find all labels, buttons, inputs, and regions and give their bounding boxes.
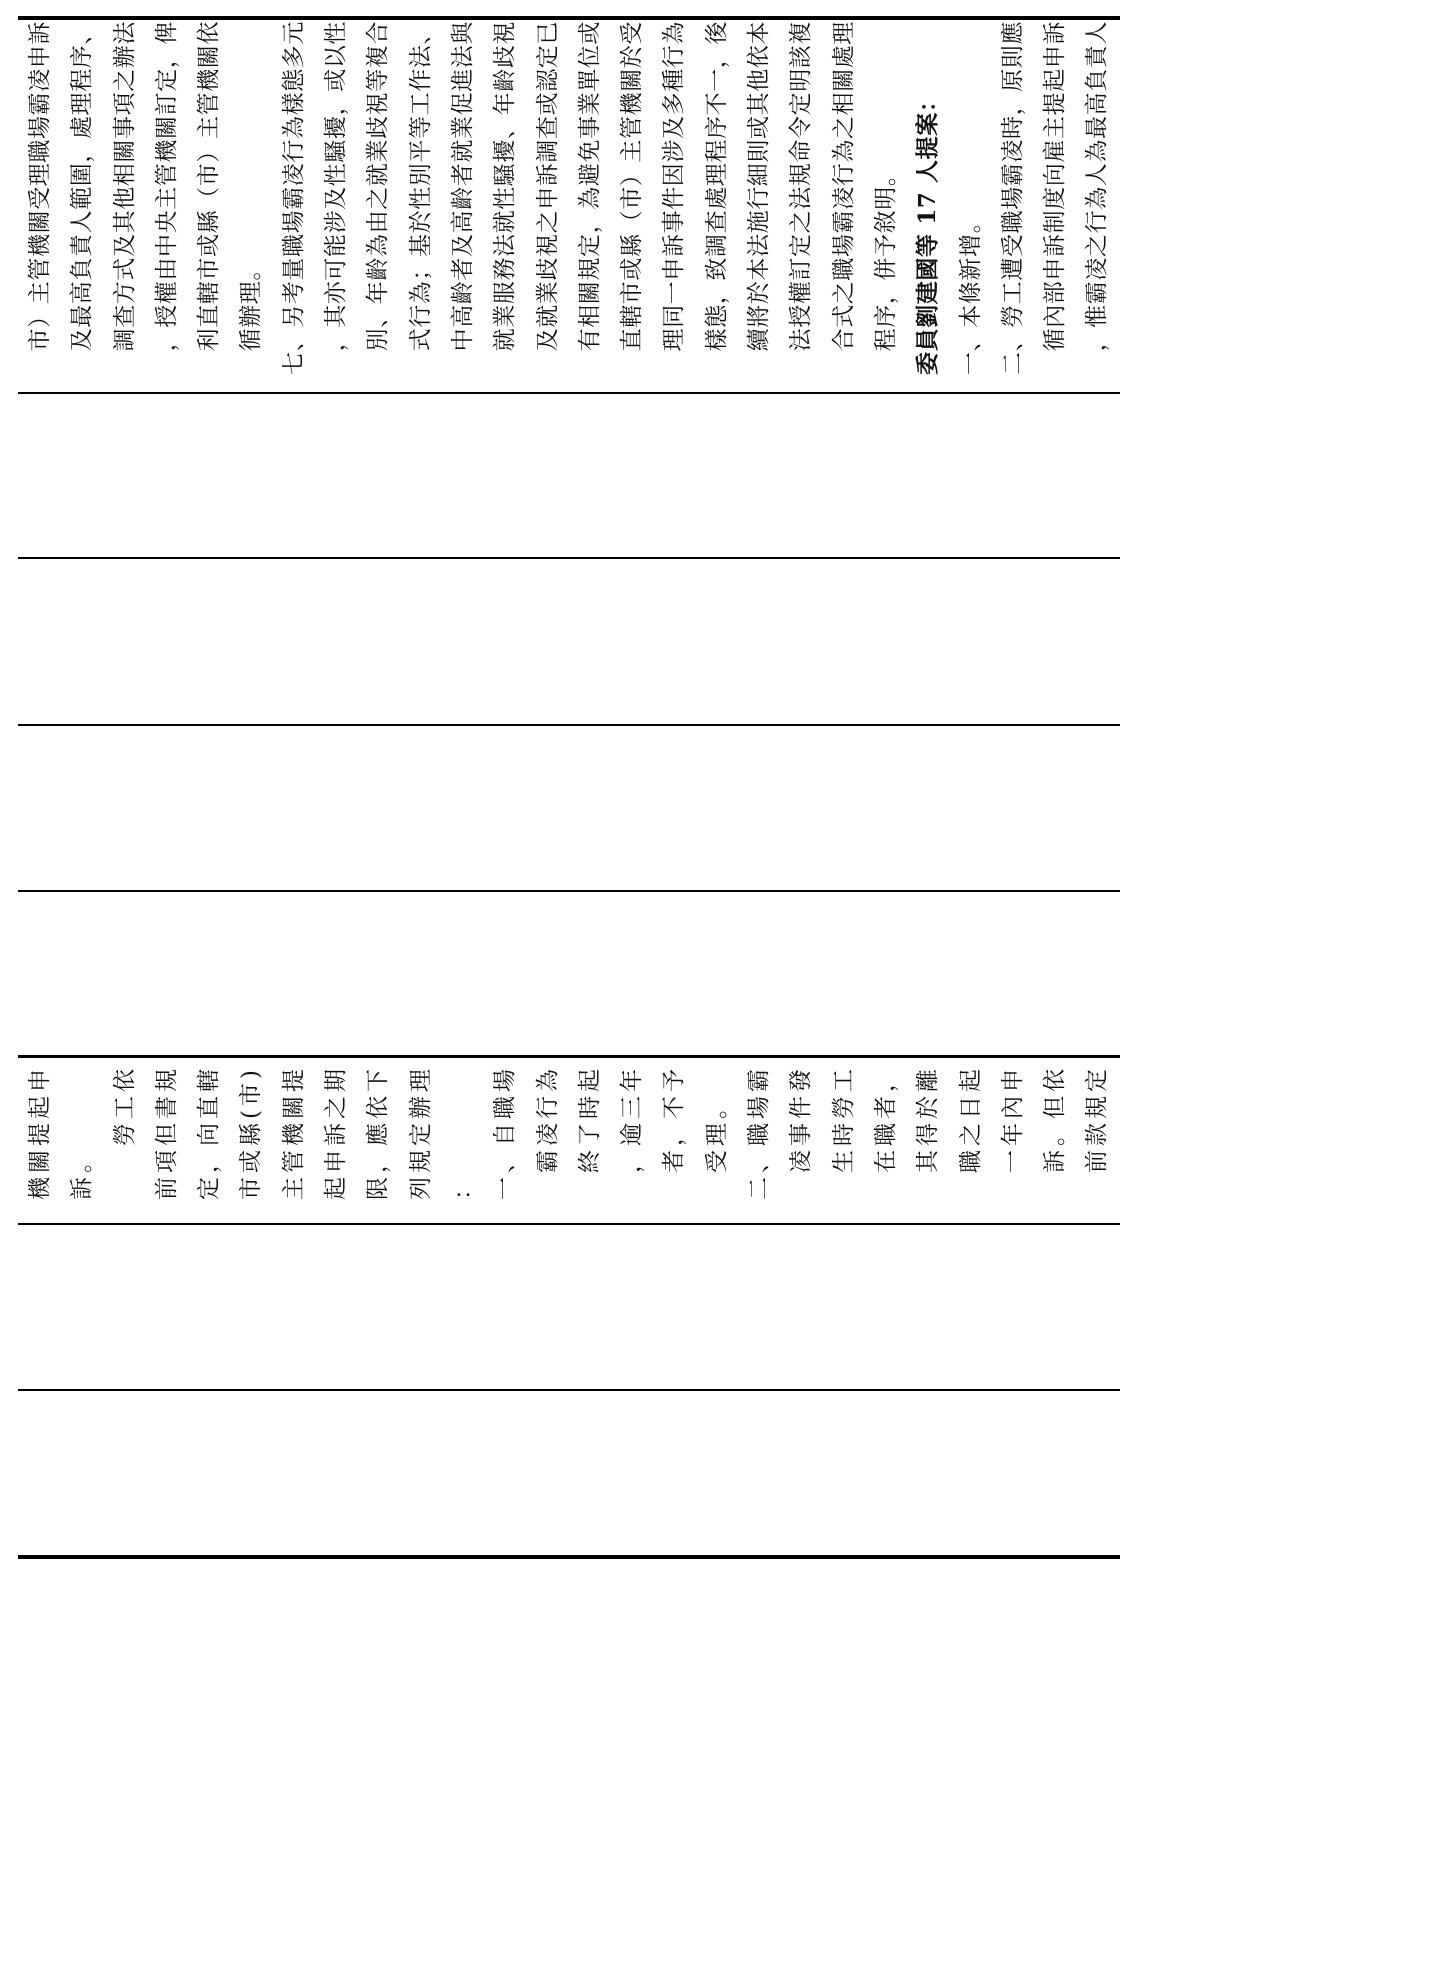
- proposal-cell: [18, 1057, 1120, 1224]
- proposal-line: 者，不予: [661, 1065, 688, 1173]
- proposal-line: 訴。但依: [1042, 1065, 1069, 1173]
- explanation-line: 有相關規定，為避免事業單位或: [576, 21, 603, 352]
- proposal-line: 其得於離: [915, 1065, 942, 1173]
- explanation-line: 及就業歧視之申訴調查或認定已: [534, 21, 561, 352]
- proposal-line: 前項但書規: [153, 1065, 180, 1200]
- proposal-line: 勞工依: [111, 1065, 138, 1146]
- explanation-line: 別、年齡為由之就業歧視等複合: [365, 21, 392, 352]
- explanation-line: 式行為；基於性別平等工作法、: [407, 21, 434, 352]
- explanation-line: 利直轄市或縣（市）主管機關依: [196, 21, 223, 352]
- empty-cell: [18, 1224, 1120, 1390]
- proposal-line: 列規定辦理: [407, 1065, 434, 1200]
- empty-cell: [18, 891, 1120, 1057]
- proposal-line: 市或縣(市): [238, 1066, 265, 1200]
- explanation-line: 循內部申訴制度向雇主提起申訴: [1042, 21, 1069, 352]
- proposal-line: 限，應依下: [365, 1065, 392, 1200]
- explanation-line: 樣態，致調查處理程序不一，後: [703, 21, 730, 352]
- empty-cell: [18, 393, 1120, 558]
- explanation-line: ，其亦可能涉及性騷擾，或以性: [323, 21, 350, 352]
- proposal-line: 凌事件發: [788, 1065, 815, 1173]
- proposal-line: 訴。: [69, 1146, 96, 1200]
- proposal-line: 終了時起: [576, 1065, 603, 1173]
- proposal-line: 在職者，: [872, 1065, 899, 1173]
- proposal-line: 機關提起申: [27, 1065, 53, 1200]
- proposer-heading: 委員劉建國等 17 人提案：: [914, 88, 942, 375]
- proposal-line: 職之日起: [957, 1065, 984, 1173]
- proposal-line: 主管機關提: [280, 1065, 307, 1200]
- explanation-line: 程序，併予敘明。: [872, 162, 899, 352]
- proposal-line: 定，向直轄: [196, 1065, 223, 1200]
- explanation-line: 法授權訂定之法規命令定明該複: [788, 21, 815, 352]
- proposal-line: 霸凌行為: [534, 1065, 561, 1173]
- explanation-line: 調查方式及其他相關事項之辦法: [111, 21, 138, 352]
- explanation-line: 就業服務法就性騷擾、年齡歧視: [492, 21, 519, 352]
- proposal-line: 生時勞工: [830, 1065, 857, 1173]
- explanation-line: ，惟霸凌之行為人為最高負責人: [1084, 21, 1111, 352]
- explanation-line: 理同一申訴事件因涉及多種行為: [661, 21, 688, 352]
- proposal-line: 起申訴之期: [323, 1065, 350, 1200]
- explanation-line: 續將於本法施行細則或其他依本: [746, 21, 773, 352]
- proposal-line: ：: [449, 1173, 476, 1200]
- proposal-line: 一年內申: [999, 1065, 1026, 1173]
- empty-cell: [18, 725, 1120, 891]
- explanation-line: 七、另考量職場霸凌行為樣態多元: [280, 21, 307, 375]
- explanation-line: 二、勞工遭受職場霸凌時，原則應: [999, 21, 1026, 375]
- explanation-line: 一、本條新增。: [957, 209, 984, 375]
- proposal-line: ，逾三年: [619, 1065, 646, 1173]
- empty-cell: [18, 558, 1120, 725]
- explanation-cell: [18, 20, 1120, 393]
- explanation-line: 中高齡者及高齡者就業促進法與: [449, 21, 476, 352]
- proposal-line: 一、自職場: [492, 1065, 519, 1200]
- explanation-line: 合式之職場霸凌行為之相關處理: [830, 21, 857, 352]
- explanation-line: ，授權由中央主管機關訂定，俾: [153, 21, 180, 352]
- proposal-line: 受理。: [703, 1092, 730, 1173]
- explanation-line: 循辦理。: [238, 257, 265, 352]
- explanation-line: 市）主管機關受理職場霸凌申訴: [27, 21, 53, 352]
- proposal-line: 前款規定: [1084, 1065, 1111, 1173]
- explanation-line: 直轄市或縣（市）主管機關於受: [619, 21, 646, 352]
- proposal-line: 二、職場霸: [746, 1065, 773, 1200]
- explanation-line: 及最高負責人範圍，處理程序、: [69, 21, 96, 352]
- empty-cell: [18, 1390, 1120, 1557]
